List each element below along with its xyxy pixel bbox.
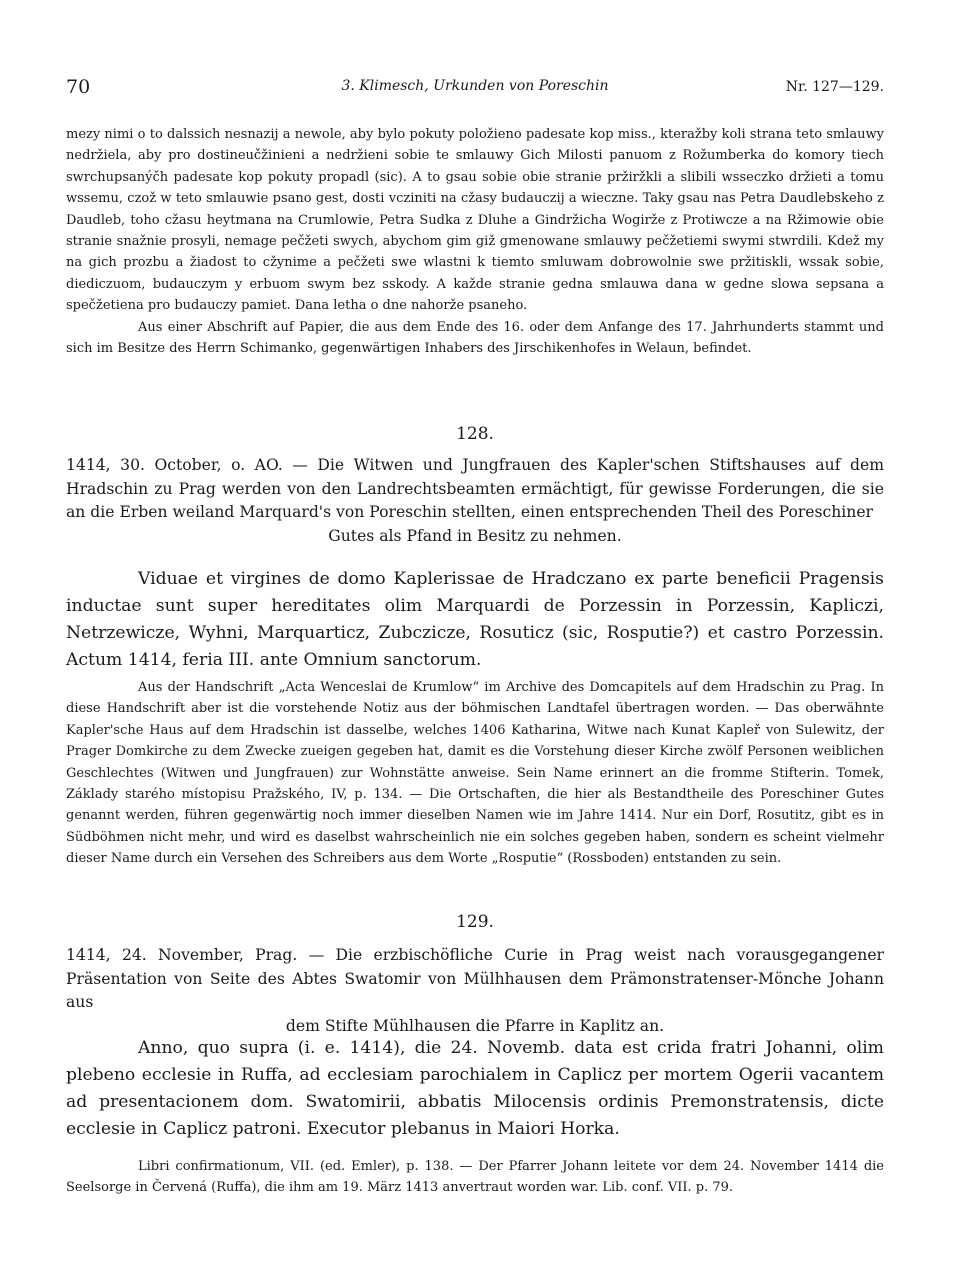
- doc-128-source-note: Aus der Handschrift „Acta Wenceslai de Krumlow“ im Archive des Domcapitels auf dem Hradschin zu Prag. In diese Handschrift aber ist die vorstehende Notiz aus der böhmischen Landtafel übertragen worden. — Das oberwähnte Kapler'sche Haus auf dem Hradschin ist dasselbe, welches 1406 Katharina, Witwe nach Kunat Kapleř von Sulewitz, der Prager Domkirche zu dem Zwecke zueigen gegeben hat, damit es die Vorstehung dieser Kirche zwölf Personen weiblichen Geschlechtes (Witwen und Jungfrauen) zur Wohnstätte anweise. Sein Name erinnert an die fromme Stifterin. Tomek, Základy starého místopisu Pražského, IV, p. 134. — Die Ortschaften, die hier als Bestandtheile des Poreschiner Gutes genannt werden, führen gegenwärtig noch immer dieselben Namen wie im Jahre 1414. Nur ein Dorf, Rosutitz, gibt es in Südböhmen nicht mehr, und wird es daselbst wahrscheinlich nie ein solches gegeben haben, sondern es scheint vielmehr dieser Name durch ein Versehen des Schreibers aus dem Worte „Rosputie“ (Rossboden) entstanden zu sein.: [66, 680, 884, 867]
- doc-129-regest-block: [66, 944, 884, 1038]
- doc-128-regest-end: Gutes als Pfand in Besitz zu nehmen.: [328, 526, 622, 545]
- doc-129-number: [66, 912, 884, 932]
- doc-128-regest: 1414, 30. October, o. AO. — Die Witwen und Jungfrauen des Kapler'schen Stiftshauses auf dem Hradschin zu Prag werden von den Landrechtsbeamten ermächtigt, für gewisse Forderungen, die sie an die Erben weiland Marquard's von Poreschin stellten, einen entsprechenden Theil des Poreschiner: [66, 456, 884, 521]
- page-number: 70: [66, 76, 91, 98]
- doc-129-heading: 129.: [456, 912, 494, 932]
- doc-128-text: Viduae et virgines de domo Kaplerissae de Hradczano ex parte beneficii Pragensis inductae sunt super hereditates olim Marquardi de Porzessin in Porzessin, Kapliczi, Netrzewicze, Wyhni, Marquarticz, Zubczicze, Rosuticz (sic, Rosputie?) et castro Porzessin. Actum 1414, feria III. ante Omnium sanctorum.: [66, 569, 884, 670]
- doc-129-regest-end: dem Stifte Mühlhausen die Pfarre in Kaplitz an.: [285, 1016, 665, 1035]
- document-range: Nr. 127—129.: [785, 79, 884, 95]
- doc-129-source-note: Libri confirmationum, VII. (ed. Emler), p. 138. — Der Pfarrer Johann leitete vor dem 24. November 1414 die Seelsorge in Červená (Ruffa), die ihm am 19. März 1413 anvertraut worden war. Lib. conf. VII. p. 79.: [66, 1159, 884, 1196]
- doc-127-text: mezy nimi o to dalssich nesnazij a newole, aby bylo pokuty položieno padesate kop miss., kteražby koli strana teto smlauwy nedržiela, aby pro dostineučžinieni a nedržieni sobie te smlauwy Gich Milosti panuom z Rožumberka do komory tiech swrchupsanýčh padesate kop pokuty propadl (sic). A to gsau sobie obie stranie pržiržkli a slibili wsseczko držieti a tomu wssemu, czož w teto smlauwie psano gest, dosti vcziniti na cžasy budauczij a wieczne. Taky gsau nas Petra Daudlebskeho z Daudleb, toho cžasu heytmana na Crumlowie, Petra Sudka z Dluhe a Gindržicha Wogirže z Protiwcze a na Ržimowie obie stranie snažnie prosyli, nemage pečžeti swych, abychom gim giž gmenowane smlauwy pečžetiemi swymi stwrdili. Kdež my na gich prozbu a žiadost to cžynime a pečžeti swe wlastni k tiemto smluwam dobrowolnie swe pržitiskli, wssak sobie, diediczuom, budauczym y erbuom swym bez sskody. A každe stranie gedna smlauwa dana w gedne slowa sepsana a spečžetiena pro budauczy pamiet. Dana letha o dne nahorže psaneho.: [66, 127, 884, 314]
- doc-128-text-block: [66, 566, 884, 674]
- doc-128-number: [66, 424, 884, 444]
- doc-127-source-note: Aus einer Abschrift auf Papier, die aus dem Ende des 16. oder dem Anfange des 17. Jahrhunderts stammt und sich im Besitze des Herrn Schimanko, gegenwärtigen Inhabers des Jirschikenhofes in Welaun, befindet.: [66, 319, 884, 357]
- doc-129-regest: 1414, 24. November, Prag. — Die erzbischöfliche Curie in Prag weist nach vorausgegangener Präsentation von Seite des Abtes Swatomir von Mülhhausen dem Prämonstratenser-Mönche Johann aus: [66, 946, 884, 1011]
- doc-128-regest-block: [66, 454, 884, 548]
- doc-129-text: Anno, quo supra (i. e. 1414), die 24. Novemb. data est crida fratri Johanni, olim plebeno ecclesie in Ruffa, ad ecclesiam parochialem in Caplicz per mortem Ogerii vacantem ad presentacionem dom. Swatomirii, abbatis Milocensis ordinis Premonstratensis, dicte ecclesie in Caplicz patroni. Executor plebanus in Maiori Horka.: [66, 1038, 884, 1139]
- page-header: [66, 76, 884, 100]
- doc-129-text-block: [66, 1035, 884, 1143]
- doc-128-note-block: [66, 677, 884, 870]
- doc-128-heading: 128.: [456, 424, 494, 444]
- doc-127-section: [66, 124, 884, 359]
- running-title: 3. Klimesch, Urkunden von Poreschin: [341, 78, 609, 94]
- doc-129-note-block: [66, 1156, 884, 1199]
